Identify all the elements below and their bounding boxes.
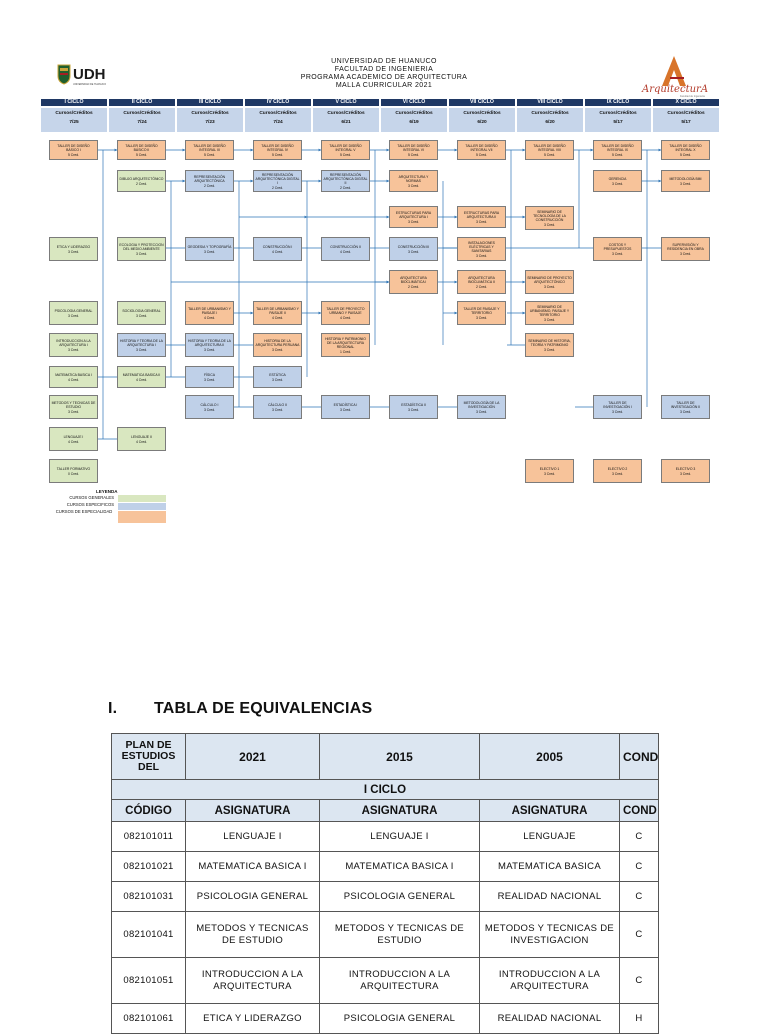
course-credits: 3 Cred. xyxy=(407,219,420,224)
course-name: ARQUITECTURA Y NORMAS xyxy=(398,174,429,183)
course-name: TALLER DE INVESTIGACIÓN II xyxy=(670,400,701,409)
course-name: DIBUJO ARQUITECTÓNICO xyxy=(119,176,164,181)
udh-logo-text: UDH xyxy=(73,66,106,83)
table-row xyxy=(112,958,659,1004)
course-name: MATEMATICA BASICA II xyxy=(122,372,161,377)
course-name: REPRESENTACIÓN ARQUITECTÓNICA DIGITAL I xyxy=(255,172,300,185)
course-credits: 5 Cred. xyxy=(67,152,80,157)
course-name: SOCIOLOGIA GENERAL xyxy=(122,308,161,313)
course-box xyxy=(49,366,98,388)
course-credits: 3 Cred. xyxy=(203,347,216,352)
course-credits: 3 Cred. xyxy=(203,249,216,254)
cell-asignatura-2021: INTRODUCCION A LA ARQUITECTURA xyxy=(186,958,320,1004)
course-name: HISTORIA DE LA ARQUITECTURA PERUANA xyxy=(255,338,300,347)
course-credits: 4 Cred. xyxy=(203,315,216,320)
table-row xyxy=(112,912,659,958)
course-credits: 5 Cred. xyxy=(339,152,352,157)
course-credits: 3 Cred. xyxy=(611,181,624,186)
cycle-header: V CICLO xyxy=(313,99,379,106)
course-credits: 5 Cred. xyxy=(203,152,216,157)
course-name: MATEMATICA BASICA I xyxy=(55,372,92,377)
udh-logo-sub: UNIVERSIDAD DE HUANUCO xyxy=(73,83,107,86)
course-box xyxy=(457,206,506,228)
course-name: METODOS Y TECNICAS DE ESTUDIO xyxy=(51,400,96,409)
course-box xyxy=(253,140,302,160)
cell-codigo: 082101011 xyxy=(112,822,186,852)
course-box xyxy=(389,395,438,419)
cycle-header: VIII CICLO xyxy=(517,99,583,106)
course-box xyxy=(525,459,574,483)
course-credits: 3 Cred. xyxy=(407,183,420,188)
course-name: TALLER DE URBANISMO Y PAISAJE I xyxy=(188,306,231,315)
equivalencias-table xyxy=(111,733,659,1034)
arquitectura-logo-sub: Facultad de Ingenieria xyxy=(680,95,705,98)
cell-asignatura-2005: METODOS Y TECNICAS DE INVESTIGACION xyxy=(480,912,620,958)
course-box xyxy=(457,237,506,261)
course-name: ESTADÍSTICA II xyxy=(401,402,426,407)
course-box xyxy=(253,170,302,192)
course-credits: 3 Cred. xyxy=(475,253,488,258)
course-credits: 2 Cred. xyxy=(271,185,284,190)
course-box xyxy=(389,140,438,160)
course-credits: 3 Cred. xyxy=(679,409,692,414)
cell-cond: C xyxy=(620,852,659,882)
course-box xyxy=(321,237,370,261)
header-2021: 2021 xyxy=(186,734,320,780)
course-credits: 3 Cred. xyxy=(135,347,148,352)
course-box xyxy=(49,427,98,451)
course-credits: 4 Cred. xyxy=(339,249,352,254)
cycle-header: X CICLO xyxy=(653,99,719,106)
course-box xyxy=(525,140,574,160)
course-credits: 3 Cred. xyxy=(203,407,216,412)
course-box xyxy=(593,237,642,261)
cursos-creditos-label: Cursos/Créditos xyxy=(191,111,229,116)
course-credits: 3 Cred. xyxy=(475,219,488,224)
course-box xyxy=(593,170,642,192)
course-name: TALLER DE PAISAJE Y TERRITORIO xyxy=(463,306,500,315)
cycle-credits-header xyxy=(177,108,243,132)
course-credits: 3 Cred. xyxy=(543,222,556,227)
course-box xyxy=(185,333,234,357)
cell-cond: C xyxy=(620,912,659,958)
course-name: ELECTIVO 3 xyxy=(675,466,696,471)
course-box xyxy=(185,301,234,325)
cell-asignatura-2021: METODOS Y TECNICAS DE ESTUDIO xyxy=(186,912,320,958)
course-box xyxy=(321,140,370,160)
course-credits: 3 Cred. xyxy=(543,317,556,322)
course-name: HISTORIA Y PATRIMONIO DE LA ARQUITECTURA REGIONAL xyxy=(325,336,366,349)
cycle-credits-header xyxy=(41,108,107,132)
col-header-asignatura-2005: ASIGNATURA xyxy=(480,800,620,822)
course-box xyxy=(661,459,710,483)
course-box xyxy=(525,206,574,230)
course-name: TALLER DE DISEÑO BÁSICO II xyxy=(125,143,158,152)
course-name: METODOLOGÍA DE LA INVESTIGACIÓN xyxy=(463,400,500,409)
cycle-credits-value: 7/24 xyxy=(137,120,147,125)
course-box xyxy=(185,237,234,261)
course-box xyxy=(457,270,506,294)
legend-label-specific: CURSOS ESPECIFICOS xyxy=(66,502,114,507)
course-credits: 3 Cred. xyxy=(271,407,284,412)
course-box xyxy=(117,140,166,160)
course-credits: 3 Cred. xyxy=(67,249,80,254)
course-credits: 3 Cred. xyxy=(679,251,692,256)
course-name: TALLER DE DISEÑO INTEGRAL III xyxy=(193,143,226,152)
course-box xyxy=(185,170,234,192)
course-box xyxy=(49,459,98,483)
course-box xyxy=(49,395,98,419)
cell-asignatura-2021: MATEMATICA BASICA I xyxy=(186,852,320,882)
header-cond: COND xyxy=(620,734,659,780)
course-box xyxy=(593,140,642,160)
course-credits: 3 Cred. xyxy=(475,409,488,414)
section-number: I. xyxy=(108,700,118,717)
course-credits: 3 Cred. xyxy=(203,377,216,382)
cell-asignatura-2021: ETICA Y LIDERAZGO xyxy=(186,1004,320,1034)
course-name: CÁLCULO I xyxy=(200,402,219,407)
col-header-cond: COND xyxy=(620,800,659,822)
course-box xyxy=(117,170,166,192)
cell-codigo: 082101031 xyxy=(112,882,186,912)
cursos-creditos-label: Cursos/Créditos xyxy=(55,111,93,116)
course-box xyxy=(321,301,370,325)
course-box xyxy=(457,140,506,160)
course-box xyxy=(389,170,438,192)
cycle-header: IV CICLO xyxy=(245,99,311,106)
course-credits: 2 Cred. xyxy=(339,185,352,190)
legend-swatch-general xyxy=(118,495,166,502)
course-credits: 0 Cred. xyxy=(67,471,80,476)
course-credits: 3 Cred. xyxy=(135,313,148,318)
cell-codigo: 082101061 xyxy=(112,1004,186,1034)
course-name: LENGUAJE I xyxy=(63,434,84,439)
course-name: ELECTIVO 2 xyxy=(607,466,628,471)
course-name: TALLER DE DISEÑO INTEGRAL VI xyxy=(397,143,430,152)
cycle-credits-value: 5/17 xyxy=(613,120,623,125)
course-box xyxy=(185,395,234,419)
course-box xyxy=(49,301,98,325)
course-box xyxy=(253,301,302,325)
course-box xyxy=(525,301,574,325)
course-credits: 3 Cred. xyxy=(611,251,624,256)
section-title xyxy=(108,700,372,718)
course-credits: 3 Cred. xyxy=(271,347,284,352)
cycle-credits-header xyxy=(653,108,719,132)
cell-cond: C xyxy=(620,882,659,912)
course-credits: 5 Cred. xyxy=(407,152,420,157)
course-credits: 4 Cred. xyxy=(67,377,80,382)
cycle-credits-value: 6/20 xyxy=(477,120,487,125)
cursos-creditos-label: Cursos/Créditos xyxy=(463,111,501,116)
table-row xyxy=(112,1004,659,1034)
cursos-creditos-label: Cursos/Créditos xyxy=(327,111,365,116)
course-box xyxy=(253,395,302,419)
header-plan: PLAN DE ESTUDIOS DEL xyxy=(112,734,186,780)
course-name: REPRESENTACIÓN ARQUITECTÓNICA DIGITAL II xyxy=(323,172,368,185)
course-box xyxy=(525,333,574,357)
course-credits: 5 Cred. xyxy=(679,152,692,157)
course-box xyxy=(117,237,166,261)
course-name: INTRODUCCION A LA ARQUITECTURA I xyxy=(56,338,91,347)
course-name: GEODESIA Y TOPOGRAFÍA xyxy=(187,244,232,249)
course-box xyxy=(321,170,370,192)
course-credits: 2 Cred. xyxy=(135,181,148,186)
course-name: SEMINARIO DE HISTORIA, TEORÍA Y PATRIMONIO xyxy=(528,338,571,347)
course-name: ARQUITECTURA BIOCLIMÁTICA I xyxy=(400,275,427,284)
course-credits: 3 Cred. xyxy=(407,407,420,412)
course-box xyxy=(253,237,302,261)
cycle-header: IX CICLO xyxy=(585,99,651,106)
course-name: TALLER DE URBANISMO Y PAISAJE II xyxy=(256,306,299,315)
course-name: TALLER DE DISEÑO INTEGRAL IX xyxy=(601,143,634,152)
course-box xyxy=(457,395,506,419)
course-box xyxy=(525,270,574,294)
cell-asignatura-2015: METODOS Y TECNICAS DE ESTUDIO xyxy=(320,912,480,958)
cell-asignatura-2005: MATEMATICA BASICA xyxy=(480,852,620,882)
cell-asignatura-2005: INTRODUCCION A LA ARQUITECTURA xyxy=(480,958,620,1004)
course-box xyxy=(185,366,234,388)
course-credits: 3 Cred. xyxy=(543,347,556,352)
cell-asignatura-2015: PSICOLOGIA GENERAL xyxy=(320,882,480,912)
course-credits: 2 Cred. xyxy=(407,284,420,289)
course-credits: 3 Cred. xyxy=(67,409,80,414)
course-credits: 3 Cred. xyxy=(271,377,284,382)
course-box xyxy=(661,237,710,261)
course-name: HISTORIA Y TEORIA DE LA ARQUITECTURA I xyxy=(120,338,163,347)
cell-asignatura-2015: PSICOLOGIA GENERAL xyxy=(320,1004,480,1034)
cycle-credits-header xyxy=(449,108,515,132)
cell-asignatura-2005: REALIDAD NACIONAL xyxy=(480,1004,620,1034)
cell-codigo: 082101021 xyxy=(112,852,186,882)
course-box xyxy=(321,333,370,357)
course-credits: 3 Cred. xyxy=(67,313,80,318)
course-box xyxy=(117,427,166,451)
course-name: ESTÁTICA xyxy=(269,372,286,377)
course-name: TALLER DE INVESTIGACIÓN I xyxy=(603,400,632,409)
cycle-row xyxy=(112,780,659,800)
course-name: TALLER DE DISEÑO INTEGRAL VII xyxy=(465,143,498,152)
cycle-credits-value: 6/20 xyxy=(545,120,555,125)
course-credits: 4 Cred. xyxy=(271,249,284,254)
course-box xyxy=(49,140,98,160)
cell-codigo: 082101051 xyxy=(112,958,186,1004)
course-credits: 3 Cred. xyxy=(135,251,148,256)
course-credits: 3 Cred. xyxy=(679,471,692,476)
cell-asignatura-2015: LENGUAJE I xyxy=(320,822,480,852)
course-credits: 3 Cred. xyxy=(611,471,624,476)
course-name: TALLER FORMATIVO xyxy=(56,466,91,471)
course-name: TALLER DE DISEÑO INTEGRAL VIII xyxy=(533,143,566,152)
cell-asignatura-2021: PSICOLOGIA GENERAL xyxy=(186,882,320,912)
course-credits: 2 Cred. xyxy=(203,183,216,188)
header-line-faculty: FACULTAD DE INGENIERIA xyxy=(334,66,434,73)
table-row xyxy=(112,882,659,912)
course-credits: 4 Cred. xyxy=(67,439,80,444)
header-2005: 2005 xyxy=(480,734,620,780)
course-credits: 4 Cred. xyxy=(339,315,352,320)
course-name: COSTOS Y PRESUPUESTOS xyxy=(603,242,632,251)
course-credits: 5 Cred. xyxy=(543,152,556,157)
course-credits: 5 Cred. xyxy=(611,152,624,157)
cell-cond: C xyxy=(620,822,659,852)
cursos-creditos-label: Cursos/Créditos xyxy=(667,111,705,116)
header-line-malla: MALLA CURRICULAR 2021 xyxy=(335,82,433,89)
course-box xyxy=(661,140,710,160)
cycle-credits-header xyxy=(313,108,379,132)
course-name: TALLER DE DISEÑO INTEGRAL X xyxy=(669,143,702,152)
header-2015: 2015 xyxy=(320,734,480,780)
course-name: SEMINARIO DE TECNOLOGÍA DE LA CONSTRUCCIÓN xyxy=(533,209,566,222)
course-credits: 3 Cred. xyxy=(543,284,556,289)
course-credits: 2 Cred. xyxy=(475,284,488,289)
course-name: SEMINARIO DE PROYECTO ARQUITECTÓNICO xyxy=(527,275,572,284)
course-name: INSTALACIONES ELÉCTRICAS Y SANITARIAS xyxy=(468,240,495,253)
course-name: ECOLOGIA Y PROTECCION DEL MEDIO AMBIENTE xyxy=(119,242,164,251)
cycle-header: II CICLO xyxy=(109,99,175,106)
cursos-creditos-label: Cursos/Créditos xyxy=(259,111,297,116)
course-name: TALLER DE DISEÑO INTEGRAL IV xyxy=(261,143,294,152)
course-credits: 3 Cred. xyxy=(475,315,488,320)
course-box xyxy=(661,395,710,419)
course-box xyxy=(49,333,98,357)
course-name: HISTORIA Y TEORIA DE LA ARQUITECTURA II xyxy=(188,338,231,347)
cycle-header: VI CICLO xyxy=(381,99,447,106)
course-name: REPRESENTACIÓN ARQUITECTÓNICA xyxy=(193,174,226,183)
course-name: SUPERVISIÓN Y RESIDENCIA EN OBRA xyxy=(667,242,704,251)
legend-title: LEYENDA xyxy=(96,489,118,494)
cycle-credits-value: 5/17 xyxy=(681,120,691,125)
course-name: GERENCIA xyxy=(608,176,627,181)
course-credits: 3 Cred. xyxy=(67,347,80,352)
cursos-creditos-label: Cursos/Créditos xyxy=(531,111,569,116)
course-box xyxy=(661,170,710,192)
course-box xyxy=(253,333,302,357)
cycle-credits-header xyxy=(245,108,311,132)
cell-asignatura-2005: REALIDAD NACIONAL xyxy=(480,882,620,912)
course-box xyxy=(389,206,438,228)
section-title-text: TABLA DE EQUIVALENCIAS xyxy=(154,700,373,717)
course-name: METODOLOGÍA BIM xyxy=(669,176,702,181)
course-credits: 3 Cred. xyxy=(543,471,556,476)
course-name: ESTADÍSTICA I xyxy=(333,402,358,407)
course-credits: 3 Cred. xyxy=(339,407,352,412)
course-name: TALLER DE PROYECTO URBANO Y PAISAJE xyxy=(326,306,365,315)
course-box xyxy=(185,140,234,160)
course-box xyxy=(389,270,438,294)
course-name: ELECTIVO 1 xyxy=(539,466,560,471)
course-box xyxy=(593,459,642,483)
course-credits: 4 Cred. xyxy=(135,377,148,382)
cursos-creditos-label: Cursos/Créditos xyxy=(123,111,161,116)
course-name: SEMINARIO DE URBANISMO, PAISAJE Y TERRITORIO xyxy=(529,304,570,317)
cycle-credits-value: 7/23 xyxy=(205,120,215,125)
course-box xyxy=(253,366,302,388)
cycle-header: VII CICLO xyxy=(449,99,515,106)
course-credits: 5 Cred. xyxy=(475,152,488,157)
course-name: PSICOLOGIA GENERAL xyxy=(54,308,93,313)
cycle-credits-value: 7/25 xyxy=(69,120,79,125)
legend-swatch-specialty xyxy=(118,511,166,523)
course-credits: 3 Cred. xyxy=(679,181,692,186)
cycle-credits-header xyxy=(381,108,447,132)
course-box xyxy=(117,366,166,388)
course-box xyxy=(117,333,166,357)
course-box xyxy=(321,395,370,419)
legend-label-general: CURSOS GENERALES xyxy=(69,495,114,500)
cell-asignatura-2015: INTRODUCCION A LA ARQUITECTURA xyxy=(320,958,480,1004)
course-credits: 4 Cred. xyxy=(135,439,148,444)
course-credits: 5 Cred. xyxy=(135,152,148,157)
cell-codigo: 082101041 xyxy=(112,912,186,958)
cell-asignatura-2015: MATEMATICA BASICA I xyxy=(320,852,480,882)
course-name: TALLER DE DISEÑO BÁSICO I xyxy=(57,143,90,152)
cycle-credits-value: 6/19 xyxy=(409,120,419,125)
cycle-credits-value: 6/21 xyxy=(341,120,351,125)
course-credits: 3 Cred. xyxy=(611,409,624,414)
course-name: ESTRUCTURAS PARA ARQUITECTURA I xyxy=(395,210,432,219)
course-credits: 3 Cred. xyxy=(407,249,420,254)
cell-cond: H xyxy=(620,1004,659,1034)
column-header-row xyxy=(112,800,659,822)
course-name: CONSTRUCCIÓN I xyxy=(262,244,293,249)
course-name: CONSTRUCCIÓN II xyxy=(330,244,361,249)
table-row xyxy=(112,852,659,882)
cell-asignatura-2005: LENGUAJE xyxy=(480,822,620,852)
course-name: CONSTRUCCIÓN III xyxy=(397,244,430,249)
header-line-university: UNIVERSIDAD DE HUANUCO xyxy=(331,58,437,65)
course-credits: 5 Cred. xyxy=(271,152,284,157)
arquitectura-logo-text: ArquitecturA xyxy=(642,84,708,95)
course-name: ETICA Y LIDERAZGO xyxy=(56,244,91,249)
course-name: ARQUITECTURA BIOCLIMÁTICA II xyxy=(468,275,495,284)
course-name: TALLER DE DISEÑO INTEGRAL V xyxy=(329,143,362,152)
course-box xyxy=(389,237,438,261)
legend-label-specialty: CURSOS DE ESPECIALIDAD xyxy=(55,509,113,514)
col-header-codigo: CÓDIGO xyxy=(112,800,186,822)
course-name: ESTRUCTURAS PARA ARQUITECTURA II xyxy=(463,210,500,219)
cycle-credits-header xyxy=(585,108,651,132)
cell-asignatura-2021: LENGUAJE I xyxy=(186,822,320,852)
cycle-credits-value: 7/24 xyxy=(273,120,283,125)
header-line-program: PROGRAMA ACADEMICO DE ARQUITECTURA xyxy=(300,74,468,81)
col-header-asignatura-2015: ASIGNATURA xyxy=(320,800,480,822)
cycle-header: I CICLO xyxy=(41,99,107,106)
cycle-label: I CICLO xyxy=(112,780,659,800)
course-name: LENGUAJE II xyxy=(131,434,152,439)
course-name: FÍSICA xyxy=(204,372,215,377)
col-header-asignatura-2021: ASIGNATURA xyxy=(186,800,320,822)
cursos-creditos-label: Cursos/Créditos xyxy=(395,111,433,116)
cycle-credits-header xyxy=(517,108,583,132)
legend-swatch-specific xyxy=(118,503,166,510)
cursos-creditos-label: Cursos/Créditos xyxy=(599,111,637,116)
course-credits: 1 Cred. xyxy=(339,349,352,354)
cycle-credits-header xyxy=(109,108,175,132)
course-box xyxy=(49,237,98,261)
course-name: CÁLCULO II xyxy=(268,402,287,407)
course-box xyxy=(457,301,506,325)
table-header-row xyxy=(112,734,659,780)
course-credits: 4 Cred. xyxy=(271,315,284,320)
table-row xyxy=(112,822,659,852)
cell-cond: C xyxy=(620,958,659,1004)
course-box xyxy=(593,395,642,419)
cycle-header: III CICLO xyxy=(177,99,243,106)
course-box xyxy=(117,301,166,325)
